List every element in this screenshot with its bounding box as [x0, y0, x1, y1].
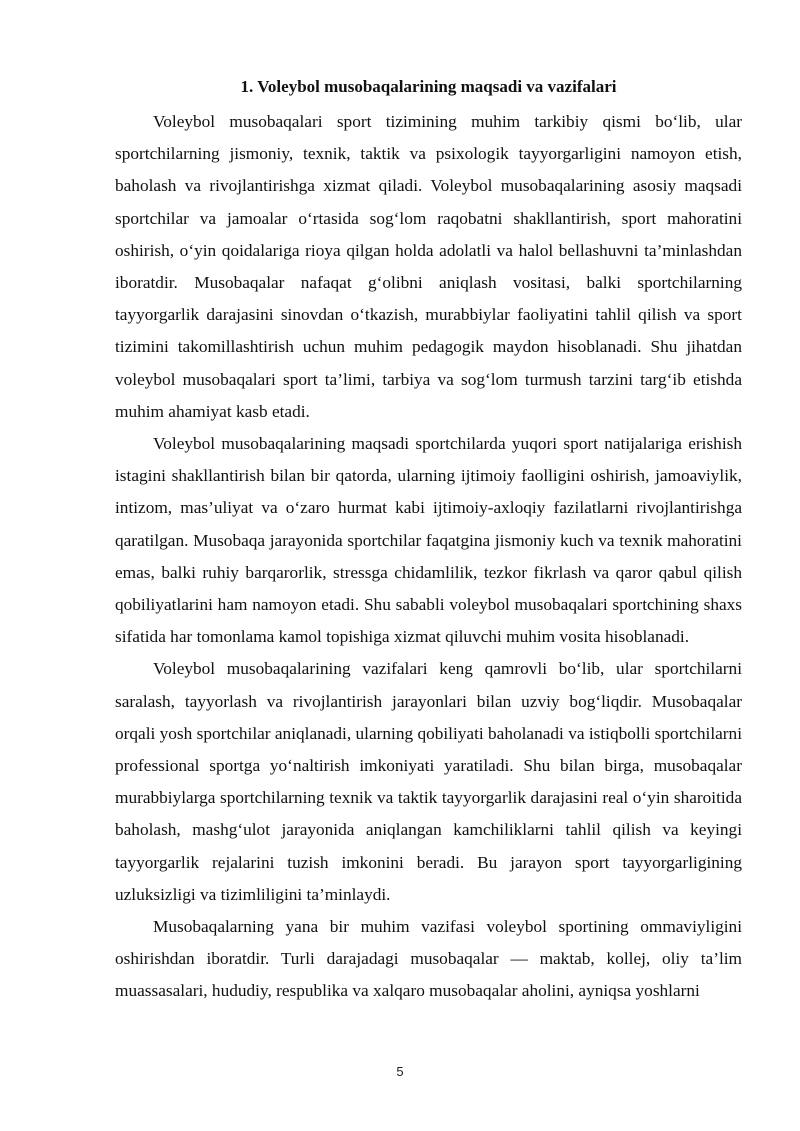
paragraph-1: Voleybol musobaqalari sport tizimining muhim tarkibiy qismi bo‘lib, ular sportchilarning jismoniy, texnik, taktik va psixologik tayyorgarligini namoyon etish, baholash va rivojlantirishga xizmat qiladi. Voleybol musobaqalarining asosiy maqsadi sportchilar va jamoalar o‘rtasida sog‘lom raqobatni shakllantirish, sport mahoratini oshirish, o‘yin qoidalariga rioya qilgan holda adolatli va halol bellashuvni ta’minlashdan iboratdir. Musobaqalar nafaqat g‘olibni aniqlash vositasi, balki sportchilarning tayyorgarlik darajasini sinovdan o‘tkazish, murabbiylar faoliyatini tahlil qilish va sport tizimini takomillashtirish uchun muhim pedagogik maydon hisoblanadi. Shu jihatdan voleybol musobaqalari sport ta’limi, tarbiya va sog‘lom turmush tarzini targ‘ib etishda muhim ahamiyat kasb etadi. [115, 112, 742, 421]
page-number: 5 [396, 1064, 404, 1079]
paragraph-2: Voleybol musobaqalarining maqsadi sportchilarda yuqori sport natijalariga erishish istagini shakllantirish bilan bir qatorda, ularning ijtimoiy faolligini oshirish, jamoaviylik, intizom, mas’uliyat va o‘zaro hurmat kabi ijtimoiy-axloqiy fazilatlarni rivojlantirishga qaratilgan. Musobaqa jarayonida sportchilar faqatgina jismoniy kuch va texnik mahoratini emas, balki ruhiy barqarorlik, stressga chidamlilik, tezkor fikrlash va qaror qabul qilish qobiliyatlarini ham namoyon etadi. Shu sababli voleybol musobaqalari sportchining shaxs sifatida har tomonlama kamol topishiga xizmat qiluvchi muhim vosita hisoblanadi. [115, 434, 742, 647]
page-content [115, 72, 742, 1008]
paragraph-3: Voleybol musobaqalarining vazifalari keng qamrovli bo‘lib, ular sportchilarni saralash, tayyorlash va rivojlantirish jarayonlari bilan uzviy bog‘liqdir. Musobaqalar orqali yosh sportchilar aniqlanadi, ularning qobiliyati baholanadi va istiqbolli sportchilarni professional sportga yo‘naltirish imkoniyati yaratiladi. Shu bilan birga, musobaqalar murabbiylarga sportchilarning texnik va taktik tayyorgarlik darajasini real o‘yin sharoitida baholash, mashg‘ulot jarayonida aniqlangan kamchiliklarni tahlil qilish va keyingi tayyorgarlik rejalarini tuzish imkonini beradi. Bu jarayon sport tayyorgarligining uzluksizligi va tizimliligini ta’minlaydi. [115, 659, 742, 904]
section-heading: 1. Voleybol musobaqalarining maqsadi va vazifalari [240, 77, 617, 96]
paragraph-4: Musobaqalarning yana bir muhim vazifasi voleybol sportining ommaviyligini oshirishdan iboratdir. Turli darajadagi musobaqalar — maktab, kollej, oliy ta’lim muassasalari, hududiy, respublika va xalqaro musobaqalar aholini, ayniqsa yoshlarni [115, 917, 742, 1001]
